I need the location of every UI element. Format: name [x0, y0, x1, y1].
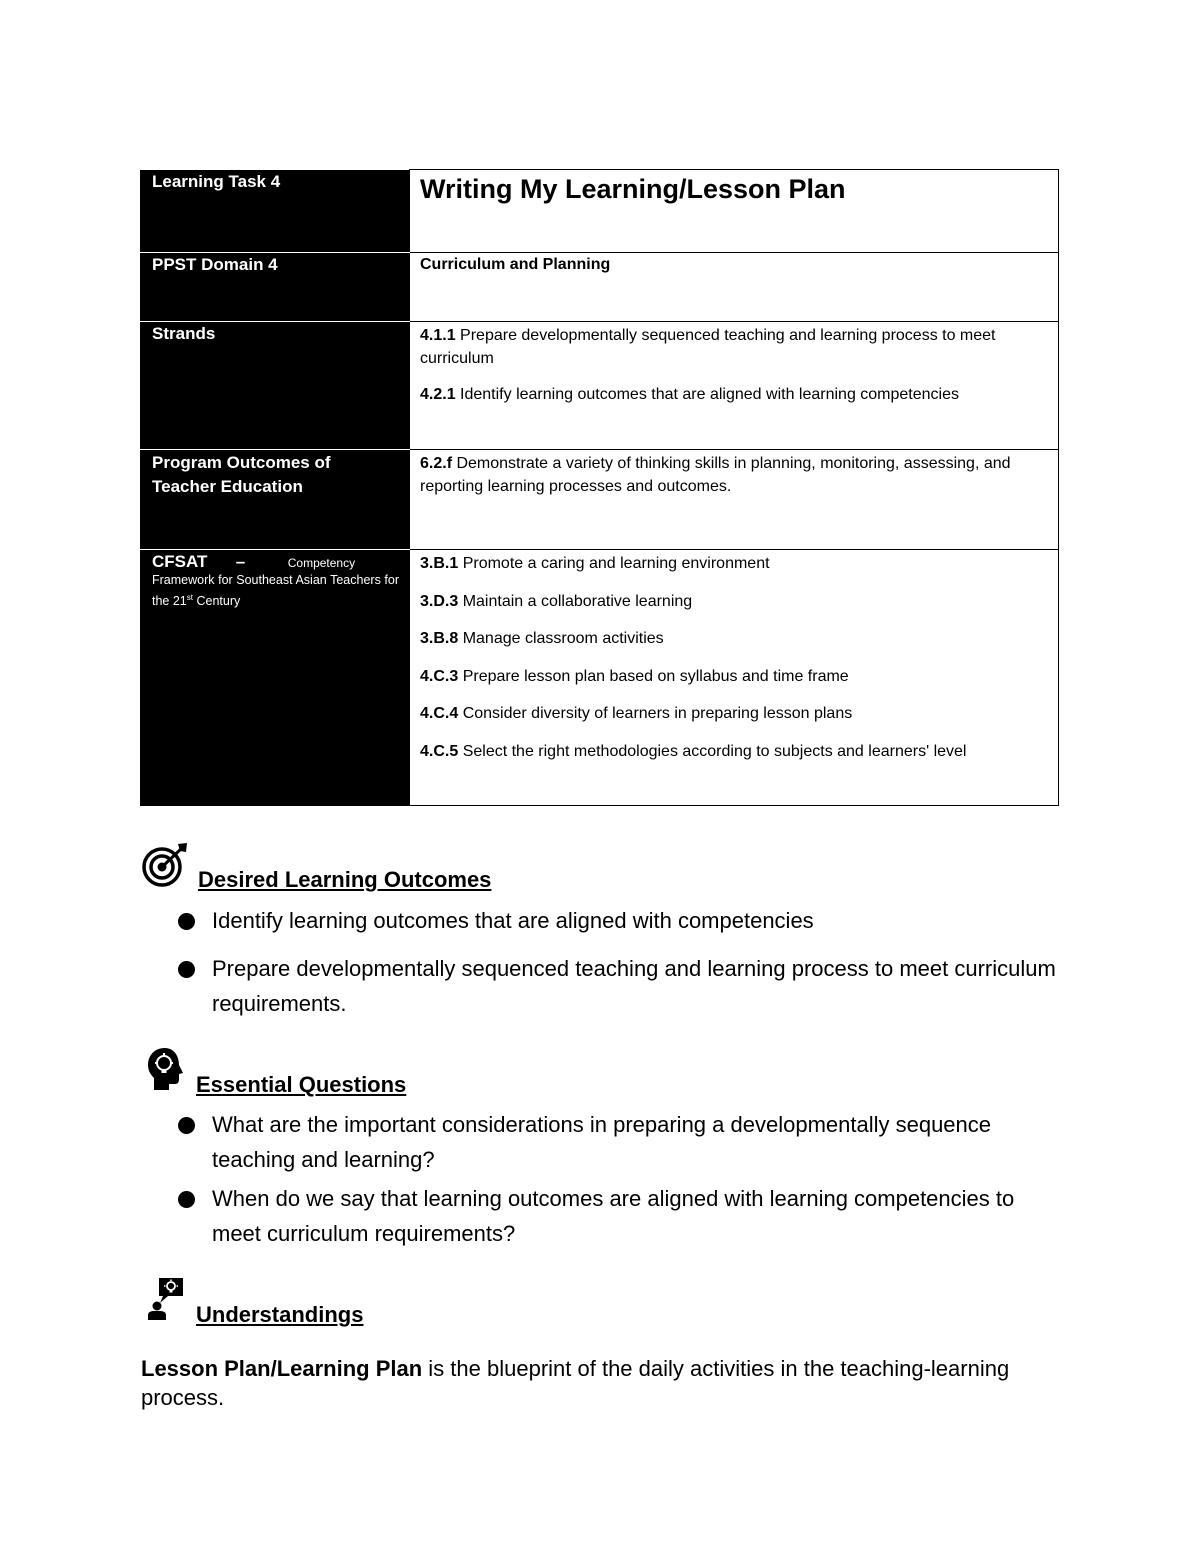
bullet-icon	[178, 1191, 195, 1208]
program-outcomes-label: Program Outcomes of Teacher Education	[140, 450, 410, 550]
cfsat-code: 3.B.8	[420, 630, 459, 647]
question-item-text: What are the important considerations in preparing a developmentally sequence teaching and learning?	[212, 1112, 992, 1172]
understandings-heading: Understandings	[196, 1302, 364, 1327]
domain-value: Curriculum and Planning	[420, 256, 611, 273]
outcome-item-text: Prepare developmentally sequenced teaching and learning process to meet curriculum requirements.	[212, 956, 1056, 1016]
strand-entry	[420, 383, 1048, 406]
bullet-icon	[178, 1117, 195, 1134]
understandings-paragraph	[141, 1354, 1041, 1412]
learning-task-table	[140, 169, 1059, 806]
task-cell	[410, 170, 1059, 253]
cfsat-description	[152, 572, 399, 610]
presenter-idea-icon	[146, 1276, 186, 1327]
list-item	[176, 903, 1056, 938]
cfsat-label: CFSAT	[152, 552, 208, 571]
cfsat-row	[140, 550, 1059, 806]
list-item	[176, 1181, 1056, 1251]
essential-questions-heading: Essential Questions	[196, 1072, 407, 1097]
cfsat-text: Consider diversity of learners in preparing lesson plans	[458, 705, 853, 722]
cfsat-desc-sup: st	[186, 593, 193, 602]
task-title: Writing My Learning/Lesson Plan	[420, 174, 846, 204]
understandings-text: is the blueprint of the daily activities in the teaching-learning process.	[141, 1356, 1010, 1410]
strand-entry	[420, 324, 1048, 370]
strand-code: 4.2.1	[420, 386, 456, 403]
outcome-code: 6.2.f	[420, 455, 453, 472]
list-item	[176, 1107, 1056, 1177]
cfsat-entry	[420, 590, 1048, 613]
question-item-text: When do we say that learning outcomes are aligned with learning competencies to meet curriculum requirements?	[212, 1186, 1015, 1246]
cfsat-code: 3.B.1	[420, 555, 459, 572]
cfsat-text: Prepare lesson plan based on syllabus and time frame	[458, 667, 849, 685]
cfsat-entry	[420, 665, 1048, 688]
bullet-icon	[178, 961, 195, 978]
strand-text: Prepare developmentally sequenced teaching and learning process to meet curriculum	[420, 327, 996, 367]
outcome-item-text: Identify learning outcomes that are aligned with competencies	[212, 908, 814, 933]
cfsat-desc-a: Framework for Southeast Asian Teachers for the 21	[152, 573, 399, 609]
cfsat-code: 4.C.5	[420, 742, 459, 760]
cfsat-text: Select the right methodologies according to subjects and learners' level	[458, 742, 967, 760]
cfsat-entry	[420, 627, 1048, 650]
cfsat-text: Manage classroom activities	[458, 630, 664, 647]
program-outcomes-cell	[410, 450, 1059, 550]
cfsat-heading	[152, 552, 399, 572]
strands-row	[140, 322, 1059, 450]
strands-cell	[410, 322, 1059, 450]
cfsat-code: 3.D.3	[420, 592, 459, 610]
cfsat-dash: –	[235, 552, 246, 571]
cfsat-entry	[420, 740, 1048, 763]
domain-cell	[410, 253, 1059, 322]
cfsat-text: Promote a caring and learning environment	[458, 555, 770, 572]
cfsat-word: Competency	[287, 556, 356, 570]
cfsat-desc-b: Century	[193, 594, 241, 609]
essential-questions-list	[176, 1107, 1056, 1251]
cfsat-text: Maintain a collaborative learning	[458, 592, 693, 610]
strands-label: Strands	[140, 322, 410, 450]
task-row	[140, 170, 1059, 253]
target-icon	[142, 842, 190, 893]
outcome-text: Demonstrate a variety of thinking skills in planning, monitoring, assessing, and reporting learning processes and outcomes.	[420, 455, 1011, 495]
cfsat-entry	[420, 702, 1048, 725]
bullet-icon	[178, 913, 195, 930]
desired-outcomes-heading: Desired Learning Outcomes	[198, 867, 492, 892]
understandings-term: Lesson Plan/Learning Plan	[141, 1356, 423, 1381]
cfsat-code: 4.C.3	[420, 667, 459, 685]
desired-outcomes-list	[176, 903, 1056, 1021]
strand-code: 4.1.1	[420, 327, 456, 344]
list-item	[176, 951, 1056, 1021]
cfsat-entry	[420, 552, 1048, 575]
head-idea-icon	[145, 1046, 185, 1097]
cfsat-label-cell	[140, 550, 410, 806]
strand-text: Identify learning outcomes that are aligned with learning competencies	[455, 386, 959, 403]
domain-label: PPST Domain 4	[140, 253, 410, 322]
cfsat-code: 4.C.4	[420, 705, 459, 722]
domain-row	[140, 253, 1059, 322]
program-outcomes-row	[140, 450, 1059, 550]
task-label: Learning Task 4	[140, 170, 410, 253]
cfsat-cell	[410, 550, 1059, 806]
outcome-entry	[420, 452, 1048, 498]
